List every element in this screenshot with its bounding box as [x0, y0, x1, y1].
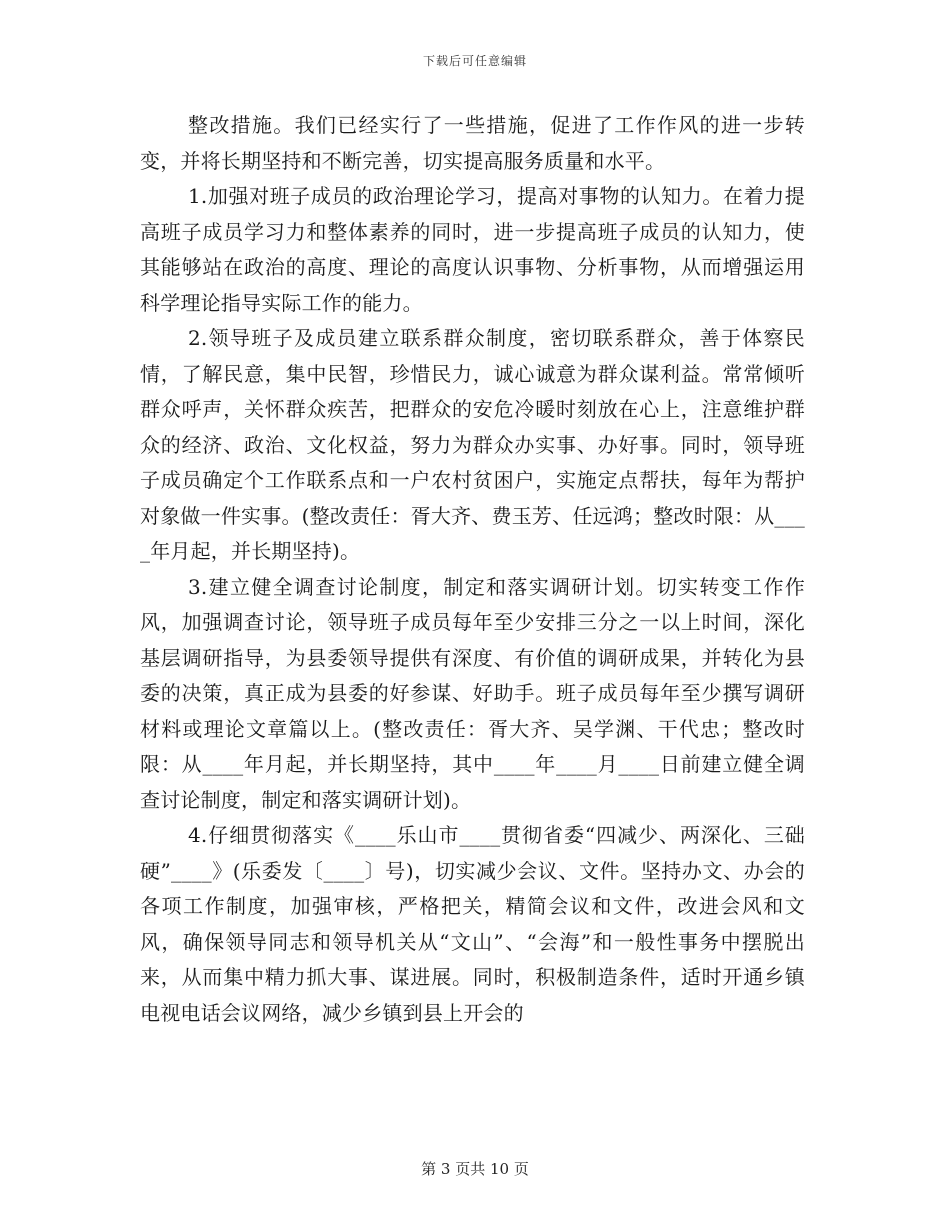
document-body — [140, 108, 805, 1031]
paragraph-intro: 整改措施。我们已经实行了一些措施，促进了工作作风的进一步转变，并将长期坚持和不断完善，切实提高服务质量和水平。 — [140, 113, 805, 173]
paragraph-item-2: 2.领导班子及成员建立联系群众制度，密切联系群众，善于体察民情，了解民意，集中民智，珍惜民力，诚心诚意为群众谋利益。常常倾听群众呼声，关怀群众疾苦，把群众的安危冷暖时刻放在心上，注意维护群众的经济、政治、文化权益，努力为群众办实事、办好事。同时，领导班子成员确定个工作联系点和一户农村贫困户，实施定点帮扶，每年为帮护对象做一件实事。(整改责任：胥大齐、费玉芳、任远鸿；整改时限：从____年月起，并长期坚持)。 — [140, 326, 805, 563]
paragraph-item-4: 4.仔细贯彻落实《____乐山市____贯彻省委“四减少、两深化、三础硬”____》(乐委发〔____〕号)，切实减少会议、文件。坚持办文、办会的各项工作制度，加强审核，严格把关，精简会议和文件，改进会风和文风，确保领导同志和领导机关从“文山”、“会海”和一般性事务中摆脱出来，从而集中精力抓大事、谋进展。同时，积极制造条件，适时开通乡镇电视电话会议网络，减少乡镇到县上开会的 — [140, 823, 805, 1025]
page-number: 第 3 页共 10 页 — [421, 1160, 529, 1178]
paragraph-item-3: 3.建立健全调查讨论制度，制定和落实调研计划。切实转变工作作风，加强调查讨论，领导班子成员每年至少安排三分之一以上时间，深化基层调研指导，为县委领导提供有深度、有价值的调研成果，并转化为县委的决策，真正成为县委的好参谋、好助手。班子成员每年至少撰写调研材料或理论文章篇以上。(整改责任：胥大齐、吴学渊、干代忠；整改时限：从____年月起，并长期坚持，其中____年____月____日前建立健全调查讨论制度，制定和落实调研计划)。 — [140, 574, 805, 812]
page-header: 下载后可任意编辑 — [422, 54, 527, 68]
paragraph-item-1: 1.加强对班子成员的政治理论学习，提高对事物的认知力。在着力提高班子成员学习力和整体素养的同时，进一步提高班子成员的认知力，使其能够站在政治的高度、理论的高度认识事物、分析事物，从而增强运用科学理论指导实际工作的能力。 — [140, 184, 805, 315]
